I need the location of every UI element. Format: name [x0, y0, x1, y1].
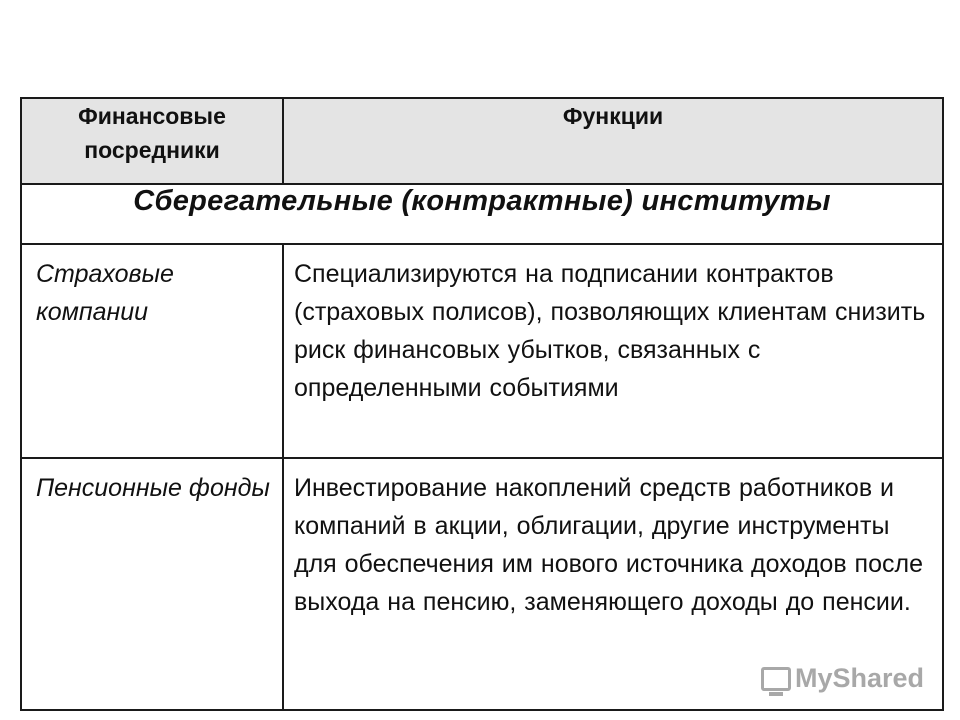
- financial-intermediaries-table: [20, 97, 944, 711]
- watermark: [761, 663, 924, 694]
- header-row: [21, 98, 943, 184]
- row-name-insurance: Страховые компании: [21, 244, 283, 458]
- row-description-insurance: Специализируются на подписании контрактов (страховых полисов), позволяющих клиентам снизить риск финансовых убытков, связанных с определенными событиями: [283, 244, 943, 458]
- table-row: [21, 244, 943, 458]
- monitor-icon: [761, 667, 791, 691]
- section-title: Сберегательные (контрактные) институты: [21, 184, 943, 244]
- row-description-pension: Инвестирование накоплений средств работников и компаний в акции, облигации, другие инструменты для обеспечения им нового источника доходов после выхода на пенсию, заменяющего доходы до пенсии.: [283, 458, 943, 710]
- header-functions: Функции: [283, 98, 943, 184]
- section-row: [21, 184, 943, 244]
- row-name-pension: Пенсионные фонды: [21, 458, 283, 710]
- watermark-text: MyShared: [794, 663, 924, 693]
- header-intermediaries: Финансовые посредники: [21, 98, 283, 184]
